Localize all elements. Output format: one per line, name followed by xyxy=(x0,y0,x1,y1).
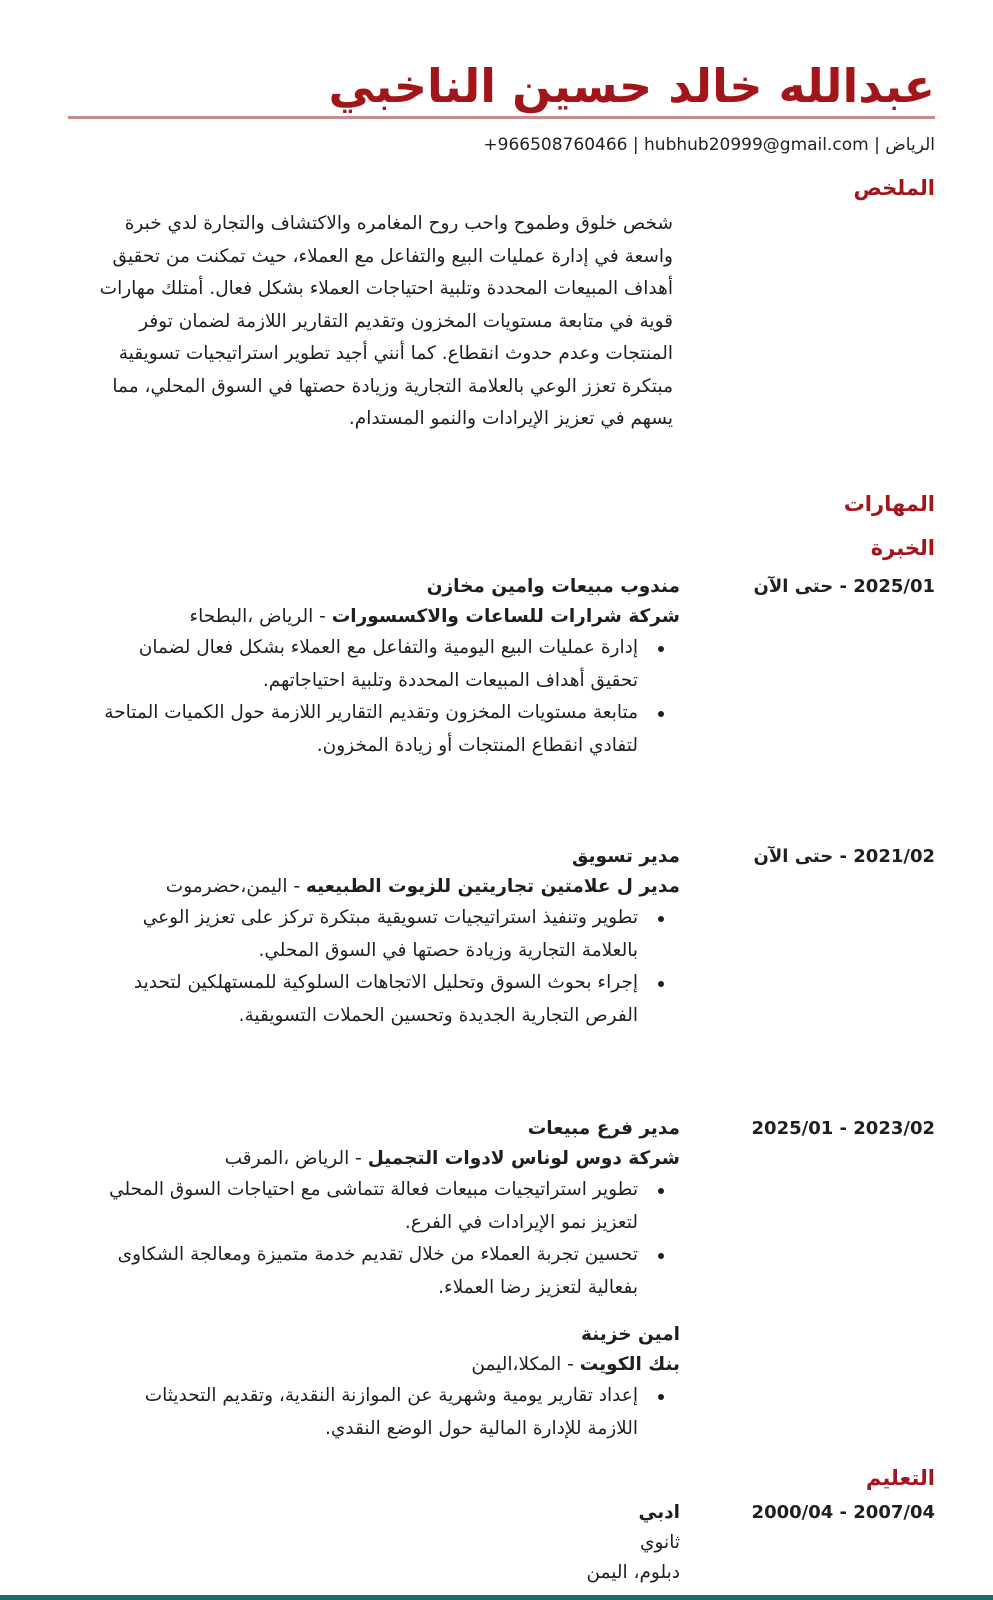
experience-bullets xyxy=(60,1380,680,1445)
bottom-bar xyxy=(0,1595,993,1600)
experience-location: - الرياض ،البطحاء xyxy=(189,606,332,627)
contact-email: hubhub20999@gmail.com xyxy=(644,135,869,155)
bullet-dot-icon xyxy=(658,1188,664,1194)
experience-bullet: إدارة عمليات البيع اليومية والتفاعل مع العملاء بشكل فعال لضمان تحقيق أهداف المبيعات المحددة وتلبية احتياجاتهم. xyxy=(98,632,638,697)
bullet-dot-icon xyxy=(658,711,664,717)
experience-role: مدير فرع مبيعات xyxy=(527,1118,680,1139)
contact-line xyxy=(483,133,935,157)
experience-bullet: تحسين تجربة العملاء من خلال تقديم خدمة متميزة ومعالجة الشكاوى بفعالية لتعزيز رضا العملاء. xyxy=(98,1239,638,1304)
experience-company-line xyxy=(60,1350,680,1380)
contact-location: الرياض xyxy=(885,135,935,155)
education-title: التعليم xyxy=(865,1466,935,1490)
experience-company: شركة دوس لوناس لادوات التجميل xyxy=(367,1148,680,1169)
experience-bullet: إجراء بحوث السوق وتحليل الاتجاهات السلوكية للمستهلكين لتحديد الفرص التجارية الجديدة وتحسين الحملات التسويقية. xyxy=(98,967,638,1032)
summary-title: الملخص xyxy=(853,176,935,200)
experience-date: 2021/02 - حتى الآن xyxy=(753,846,935,867)
experience-location: - المكلا،اليمن xyxy=(471,1354,580,1375)
experience-role: مدير تسويق xyxy=(571,846,680,867)
experience-role: امين خزينة xyxy=(581,1324,680,1345)
contact-phone: +966508760466 xyxy=(483,135,628,155)
experience-company-line xyxy=(60,872,680,902)
education-block xyxy=(60,1498,680,1588)
experience-bullets xyxy=(60,632,680,762)
experience-bullet: تطوير وتنفيذ استراتيجيات تسويقية مبتكرة تركز على تعزيز الوعي بالعلامة التجارية وزيادة حصتها في السوق المحلي. xyxy=(98,902,638,967)
experience-location: - اليمن،حضرموت xyxy=(165,876,306,897)
experience-bullets xyxy=(60,1174,680,1304)
education-degree: دبلوم، اليمن xyxy=(586,1562,680,1583)
experience-company: مدير ل علامتين تجاريتين للزيوت الطبيعيه xyxy=(305,876,680,897)
experience-role-block xyxy=(60,572,680,762)
experience-company-line xyxy=(60,1144,680,1174)
bullet-dot-icon xyxy=(658,981,664,987)
bullet-dot-icon xyxy=(658,1253,664,1259)
bullet-dot-icon xyxy=(658,646,664,652)
experience-date: 2023/02 - 2025/01 xyxy=(751,1118,935,1139)
resume-name: عبدالله خالد حسين الناخبي xyxy=(328,59,935,113)
experience-title: الخبرة xyxy=(870,536,935,560)
education-field: ادبي xyxy=(638,1502,680,1523)
experience-bullets xyxy=(60,902,680,1032)
experience-date: 2025/01 - حتى الآن xyxy=(753,576,935,597)
experience-company: شركة شرارات للساعات والاكسسورات xyxy=(331,606,680,627)
experience-role-block xyxy=(60,1320,680,1445)
experience-role-block xyxy=(60,842,680,1032)
experience-bullet: إعداد تقارير يومية وشهرية عن الموازنة النقدية، وتقديم التحديثات اللازمة للإدارة المالية حول الوضع النقدي. xyxy=(98,1380,638,1445)
experience-company: بنك الكويت xyxy=(579,1354,680,1375)
skills-title: المهارات xyxy=(843,492,935,516)
experience-company-line xyxy=(60,602,680,632)
experience-role-block xyxy=(60,1114,680,1304)
education-level: ثانوي xyxy=(640,1532,680,1553)
experience-bullet: متابعة مستويات المخزون وتقديم التقارير اللازمة حول الكميات المتاحة لتفادي انقطاع المنتجات أو زيادة المخزون. xyxy=(98,697,638,762)
bullet-dot-icon xyxy=(658,1394,664,1400)
summary-text: شخص خلوق وطموح واحب روح المغامره والاكتشاف والتجارة لدي خبرة واسعة في إدارة عمليات البيع والتفاعل مع العملاء، حيث تمكنت من تحقيق أهداف المبيعات المحددة وتلبية احتياجات العملاء بشكل فعال. أمتلك مهارات قوية في متابعة مستويات المخزون وتقديم التقارير اللازمة لضمان توفر المنتجات وعدم حدوث انقطاع. كما أنني أجيد تطوير استراتيجيات تسويقية مبتكرة تعزز الوعي بالعلامة التجارية وزيادة حصتها في السوق المحلي، مما يسهم في تعزيز الإيرادات والنمو المستدام. xyxy=(99,213,673,429)
contact-separator-1: | xyxy=(874,135,880,155)
experience-location: - الرياض ،المرقب xyxy=(224,1148,368,1169)
experience-bullet: تطوير استراتيجيات مبيعات فعالة تتماشى مع احتياجات السوق المحلي لتعزيز نمو الإيرادات في الفرع. xyxy=(98,1174,638,1239)
education-date: 2000/04 - 2007/04 xyxy=(751,1502,935,1523)
contact-separator-2: | xyxy=(632,135,639,155)
name-divider xyxy=(68,116,935,119)
bullet-dot-icon xyxy=(658,916,664,922)
experience-role: مندوب مبيعات وامين مخازن xyxy=(426,576,680,597)
